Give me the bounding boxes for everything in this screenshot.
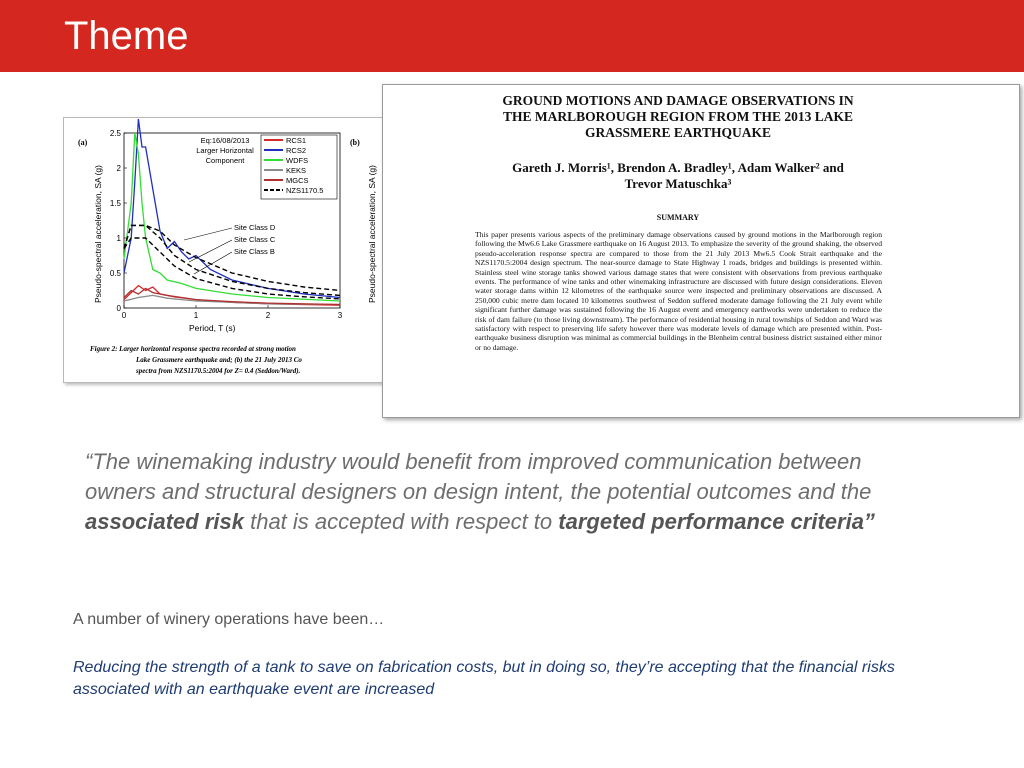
x-tick-label: 2 — [265, 311, 271, 320]
x-axis-label: Period, T (s) — [189, 323, 236, 333]
quote-text-1: “The winemaking industry would benefit from improved communication between owners and structural designers on design intent, the potential outcomes and the — [85, 449, 872, 504]
y-tick-label: 0 — [116, 304, 121, 313]
y-tick-label: 2 — [116, 164, 121, 173]
annotation-line: Component — [205, 156, 245, 165]
paper-abstract: This paper presents various aspects of the preliminary damage observations caused by ground motions in the Marlborough region following the Mw6.6 Lake Grassmere earthquake on 16 August 2013. To emphasize the severity of the ground shaking, the observed pseudo-acceleration response spectra are compared to those from the 21 July 2013 Mw6.5 Cook Strait earthquake and the NZS1170.5:2004 design spectrum. The near-source damage to State Highway 1 roads, bridges and buildings is presented within. Stainless steel wine storage tanks showed various damage states that were consistent with observations from previous earthquake events. The performance of wine tanks and other winemaking infrastructure are discussed with future design considerations. Eleven water storage dams within 12 kilometres of the earthquake source were inspected and preliminary observations are discussed. A 250,000 cubic metre dam located 10 kilometres southwest of Seddon suffered moderate damage following the 21 July event while significant further damage was sustained following the 16 August event and emergency earthworks were undertaken to reduce the risk of dam failure (to those living downstream). The performance of residential housing in rural townships of Seddon and Ward was satisfactory with respect to preserving life safety however there was moderate levels of damage which are presented within. Post-earthquake business disruption was minimal as commercial buildings in the Blenheim central business district sustained either minor or no damage. — [475, 230, 882, 352]
paper-authors-line: Gareth J. Morris¹, Brendon A. Bradley¹, Adam Walker² and — [512, 160, 844, 175]
y-axis-label-b: Pseudo-spectral acceleration, SA (g) — [367, 165, 377, 303]
legend-label: KEKS — [286, 166, 307, 175]
paper-title — [453, 93, 903, 141]
chart-legend — [261, 135, 337, 199]
quote-text-2: that is accepted with respect to — [243, 509, 559, 534]
panel-b-label: (b) — [350, 138, 360, 147]
y-tick-label: 2.5 — [109, 129, 121, 138]
paper-title-line: GRASSMERE EARTHQUAKE — [585, 125, 771, 140]
slide-title: Theme — [64, 14, 189, 58]
body-text-intro: A number of winery operations have been… — [73, 611, 385, 628]
y-axis-label: Pseudo-spectral acceleration, SA (g) — [93, 165, 103, 303]
site-class-label: Site Class D — [234, 223, 276, 232]
response-spectra-chart — [64, 118, 394, 382]
legend-label: RCS1 — [286, 136, 307, 145]
quote-emphasis-2: targeted performance criteria” — [558, 509, 875, 534]
panel-a-label: (a) — [78, 138, 88, 147]
x-tick-label: 0 — [121, 311, 127, 320]
legend-label: NZS1170.5 — [286, 186, 324, 195]
paper-title-line: GROUND MOTIONS AND DAMAGE OBSERVATIONS IN — [502, 93, 854, 108]
figure-caption-line-1: Figure 2: Larger horizontal response spectra recorded at strong motion — [90, 345, 296, 353]
y-tick-label: 1.5 — [109, 199, 121, 208]
legend-label: RCS2 — [286, 146, 307, 155]
legend-label: WDFS — [286, 156, 309, 165]
legend-label: MGCS — [286, 176, 309, 185]
series-line-nzs1170-5 — [124, 225, 340, 290]
series-line-nzs-6 — [124, 225, 340, 295]
figure-caption-line-2: Lake Grassmere earthquake and; (b) the 21 July 2013 Co — [136, 356, 302, 364]
y-tick-label: 1 — [116, 234, 121, 243]
figure-caption-line-3: spectra from NZS1170.5:2004 for Z= 0.4 (Seddon/Ward). — [136, 367, 301, 375]
paper-summary-heading: SUMMARY — [656, 213, 700, 222]
annotation-line: Larger Horizontal — [196, 146, 254, 155]
site-class-label: Site Class C — [234, 235, 276, 244]
paper-title-line: THE MARLBOROUGH REGION FROM THE 2013 LAKE — [502, 109, 854, 124]
pointer-line — [184, 228, 232, 240]
paper-abstract-image — [382, 84, 1020, 418]
x-tick-label: 1 — [193, 311, 199, 320]
paper-authors — [453, 160, 903, 192]
pointer-line — [189, 240, 232, 262]
paper-authors-line: Trevor Matuschka³ — [624, 176, 732, 191]
quote-emphasis-1: associated risk — [85, 509, 244, 534]
body-text-example: Reducing the strength of a tank to save on fabrication costs, but in doing so, they’re accepting that the financial risks associated with an earthquake event are increased — [73, 659, 895, 698]
annotation-line: Eq:16/08/2013 — [200, 136, 250, 145]
industry-quote — [85, 447, 915, 537]
x-tick-label: 3 — [337, 311, 343, 320]
y-tick-label: 0.5 — [109, 269, 121, 278]
title-bar — [0, 0, 1024, 72]
figure-response-spectra — [63, 117, 395, 383]
site-class-label: Site Class B — [234, 247, 275, 256]
